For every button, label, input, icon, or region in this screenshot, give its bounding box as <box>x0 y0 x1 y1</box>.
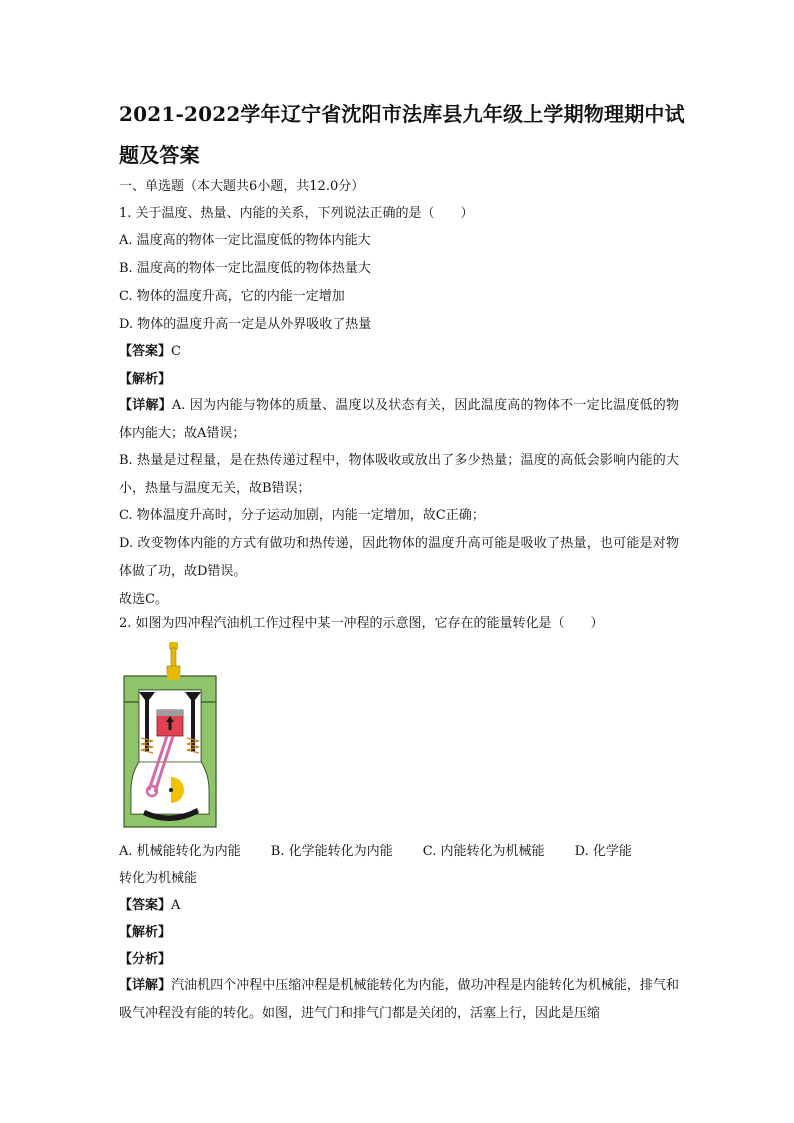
q1-option-d: D. 物体的温度升高一定是从外界吸收了热量 <box>119 317 372 332</box>
q2-stem: 2. 如图为四冲程汽油机工作过程中某一冲程的示意图，它存在的能量转化是（ ） <box>119 616 604 631</box>
q1-answer <box>119 342 181 362</box>
q1-conclusion: 故选C。 <box>119 592 168 607</box>
q2-answer <box>119 896 180 916</box>
q1-detail-c: C. 物体温度升高时，分子运动加剧，内能一定增加，故C正确； <box>119 508 485 523</box>
detail-text: A. 因为内能与物体的质量、温度以及状态有关，因此温度高的物体不一定比温度低的物体内能大；故A错误； <box>119 398 679 441</box>
q2-analysis-label: 【解析】 <box>119 925 172 940</box>
answer-value: A <box>171 898 181 913</box>
q1-option-c: C. 物体的温度升高，它的内能一定增加 <box>119 289 345 304</box>
engine-diagram <box>119 642 221 832</box>
q1-detail-b: B. 热量是过程量，是在热传递过程中，物体吸收或放出了多少热量；温度的高低会影响内能的大小，热量与温度无关，故B错误； <box>119 453 679 496</box>
q2-options-line1: A. 机械能转化为内能 B. 化学能转化为内能 C. 内能转化为机械能 D. 化学能 <box>119 844 632 859</box>
answer-value: C <box>171 344 181 359</box>
q1-stem: 1. 关于温度、热量、内能的关系，下列说法正确的是（ ） <box>119 206 474 221</box>
q1-detail-a <box>119 392 679 447</box>
detail-text: 汽油机四个冲程中压缩冲程是机械能转化为内能，做功冲程是内能转化为机械能，排气和吸气冲程没有能的转化。如图，进气门和排气门都是关闭的，活塞上行，因此是压缩 <box>119 978 679 1021</box>
detail-label: 【详解】 <box>119 398 172 413</box>
q1-option-b: B. 温度高的物体一定比温度低的物体热量大 <box>119 261 371 276</box>
q2-options-line2: 转化为机械能 <box>119 871 198 886</box>
page-title: 2021-2022学年辽宁省沈阳市法库县九年级上学期物理期中试题及答案 <box>119 102 685 167</box>
q1-analysis-label: 【解析】 <box>119 372 172 387</box>
q1-detail-d: D. 改变物体内能的方式有做功和热传递，因此物体的温度升高可能是吸收了热量，也可能是对物体做了功，故D错误。 <box>119 536 679 579</box>
q2-detail <box>119 972 679 1027</box>
answer-label: 【答案】 <box>119 344 172 359</box>
answer-label: 【答案】 <box>119 898 172 913</box>
q1-option-a: A. 温度高的物体一定比温度低的物体内能大 <box>119 233 371 248</box>
section-heading: 一、单选题（本大题共6小题，共12.0分） <box>119 179 365 194</box>
detail-label: 【详解】 <box>119 978 172 993</box>
q2-analyze-label: 【分析】 <box>119 952 172 967</box>
